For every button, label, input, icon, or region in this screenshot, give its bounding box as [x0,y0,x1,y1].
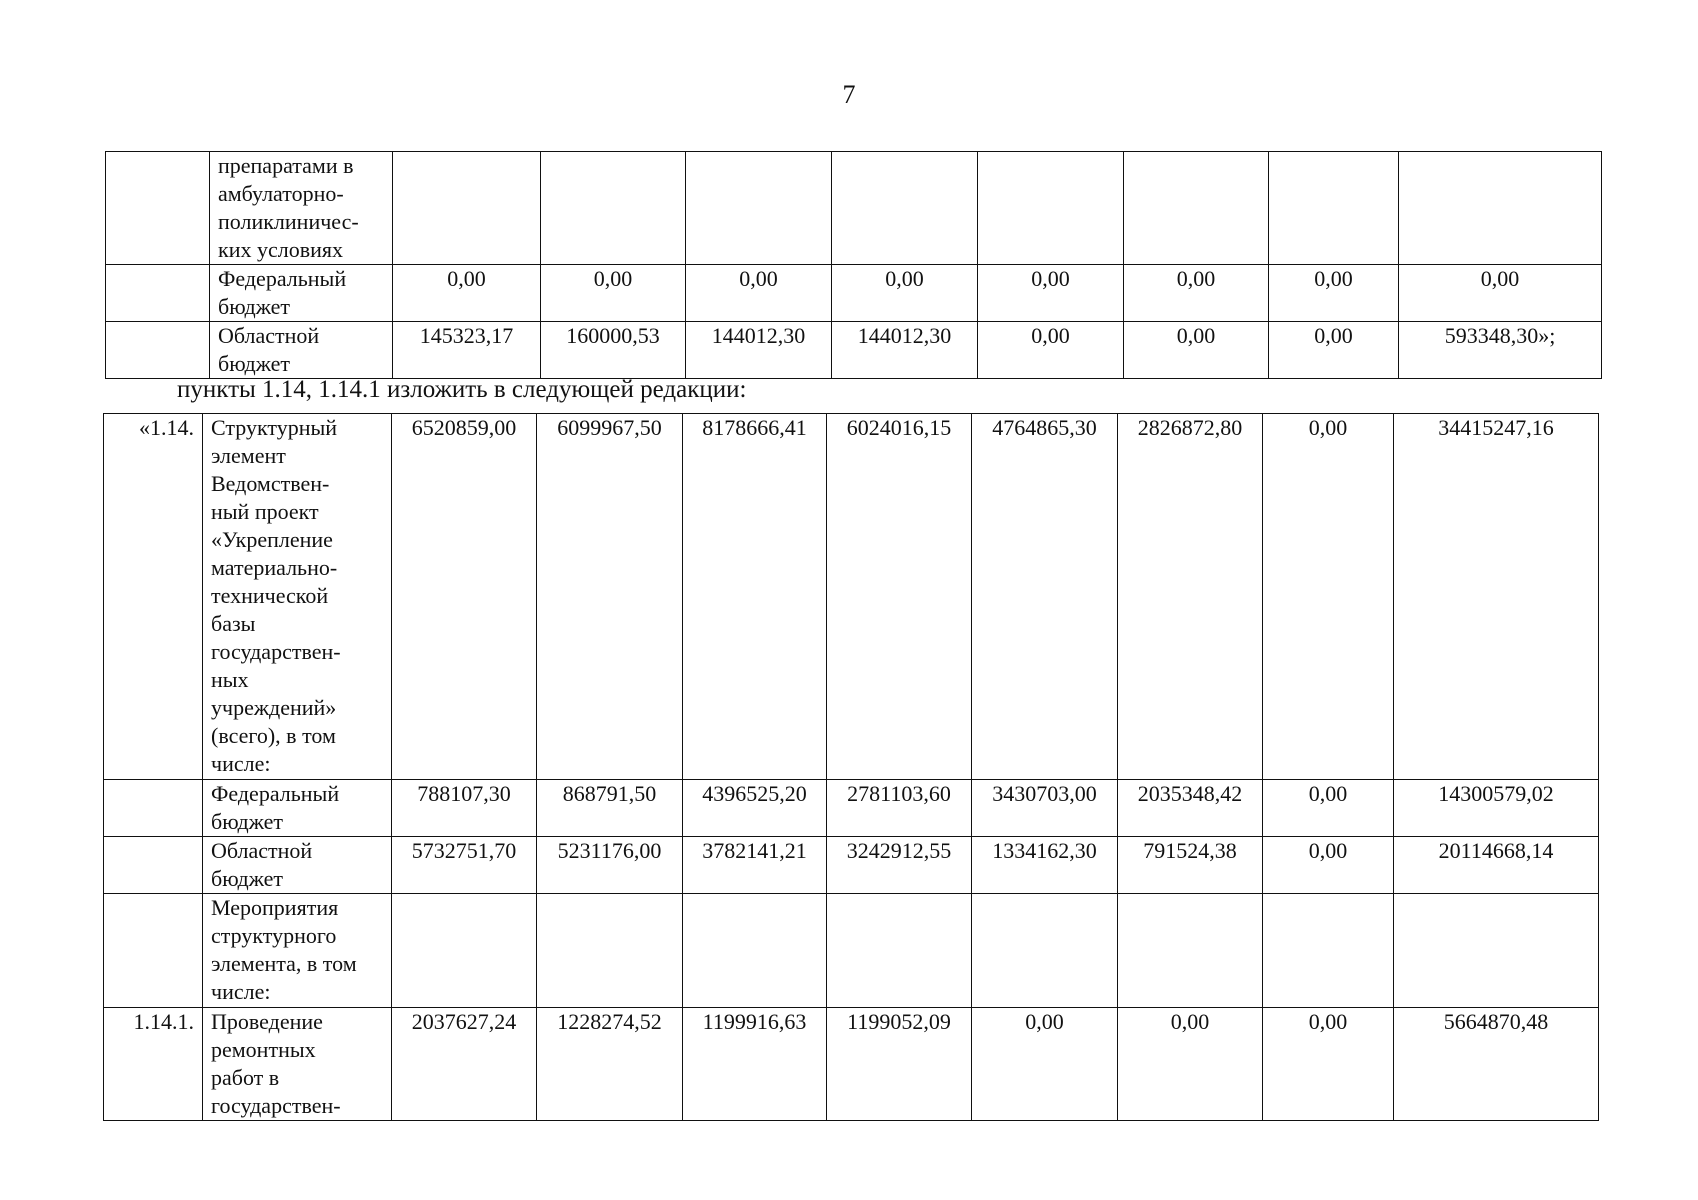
value-cell [827,894,972,1008]
value-cell: 0,00 [1269,265,1399,322]
value-cell [832,152,978,265]
value-cell: 0,00 [1263,780,1394,837]
row-description: Проведение ремонтных работ в государствен- [203,1008,392,1121]
value-cell [686,152,832,265]
value-cell: 2037627,24 [392,1008,537,1121]
value-cell: 1228274,52 [537,1008,683,1121]
table-row [104,1008,1599,1121]
table-row [106,152,1602,265]
value-cell: 3430703,00 [972,780,1118,837]
value-cell: 788107,30 [392,780,537,837]
value-cell: 0,00 [1118,1008,1263,1121]
row-description: Областной бюджет [210,322,393,379]
row-code [106,152,210,265]
value-cell: 0,00 [1124,265,1269,322]
value-cell: 14300579,02 [1394,780,1599,837]
value-cell [683,894,827,1008]
value-cell: 0,00 [978,322,1124,379]
row-code [106,322,210,379]
row-code [106,265,210,322]
value-cell: 8178666,41 [683,414,827,780]
table-row [104,780,1599,837]
value-cell: 20114668,14 [1394,837,1599,894]
value-cell: 791524,38 [1118,837,1263,894]
value-cell: 34415247,16 [1394,414,1599,780]
value-cell: 0,00 [1263,1008,1394,1121]
value-cell [541,152,686,265]
value-cell: 0,00 [1263,837,1394,894]
value-cell: 6024016,15 [827,414,972,780]
value-cell: 0,00 [978,265,1124,322]
row-code [104,894,203,1008]
row-code [104,780,203,837]
page-number: 7 [842,80,856,109]
value-cell: 0,00 [393,265,541,322]
value-cell: 5664870,48 [1394,1008,1599,1121]
table-row [104,414,1599,780]
row-code [104,837,203,894]
value-cell: 3242912,55 [827,837,972,894]
table-row [104,894,1599,1008]
table-row [106,322,1602,379]
row-description: Структурный элемент Ведомствен- ный проект «Укрепление материально- технической базы государствен- ных учреждений» (всего), в том числе: [203,414,392,780]
value-cell: 6099967,50 [537,414,683,780]
value-cell: 160000,53 [541,322,686,379]
value-cell: 145323,17 [393,322,541,379]
value-cell: 593348,30»; [1399,322,1602,379]
value-cell [1124,152,1269,265]
value-cell: 2035348,42 [1118,780,1263,837]
value-cell [392,894,537,1008]
value-cell: 5231176,00 [537,837,683,894]
value-cell: 4764865,30 [972,414,1118,780]
value-cell: 0,00 [1399,265,1602,322]
value-cell [978,152,1124,265]
value-cell [393,152,541,265]
table-row [106,265,1602,322]
value-cell: 3782141,21 [683,837,827,894]
value-cell: 0,00 [1269,322,1399,379]
value-cell: 0,00 [686,265,832,322]
value-cell: 0,00 [1263,414,1394,780]
value-cell [1263,894,1394,1008]
value-cell: 5732751,70 [392,837,537,894]
row-code: 1.14.1. [104,1008,203,1121]
value-cell: 2826872,80 [1118,414,1263,780]
value-cell [537,894,683,1008]
value-cell: 868791,50 [537,780,683,837]
value-cell: 6520859,00 [392,414,537,780]
value-cell: 1199052,09 [827,1008,972,1121]
value-cell: 144012,30 [832,322,978,379]
value-cell [1269,152,1399,265]
value-cell [1118,894,1263,1008]
value-cell: 4396525,20 [683,780,827,837]
value-cell [972,894,1118,1008]
value-cell: 0,00 [972,1008,1118,1121]
row-description: Федеральный бюджет [210,265,393,322]
value-cell: 1199916,63 [683,1008,827,1121]
row-description: препаратами в амбулаторно- поликлиничес- ких условиях [210,152,393,265]
value-cell: 0,00 [832,265,978,322]
value-cell [1399,152,1602,265]
value-cell: 2781103,60 [827,780,972,837]
row-description: Мероприятия структурного элемента, в том числе: [203,894,392,1008]
table-row [104,837,1599,894]
budget-table-continued [105,151,1602,379]
value-cell: 144012,30 [686,322,832,379]
value-cell [1394,894,1599,1008]
value-cell: 0,00 [541,265,686,322]
row-description: Областной бюджет [203,837,392,894]
value-cell: 0,00 [1124,322,1269,379]
amendment-instruction: пункты 1.14, 1.14.1 изложить в следующей редакции: [177,376,747,403]
row-description: Федеральный бюджет [203,780,392,837]
value-cell: 1334162,30 [972,837,1118,894]
row-code: «1.14. [104,414,203,780]
budget-table-amended [103,413,1599,1121]
